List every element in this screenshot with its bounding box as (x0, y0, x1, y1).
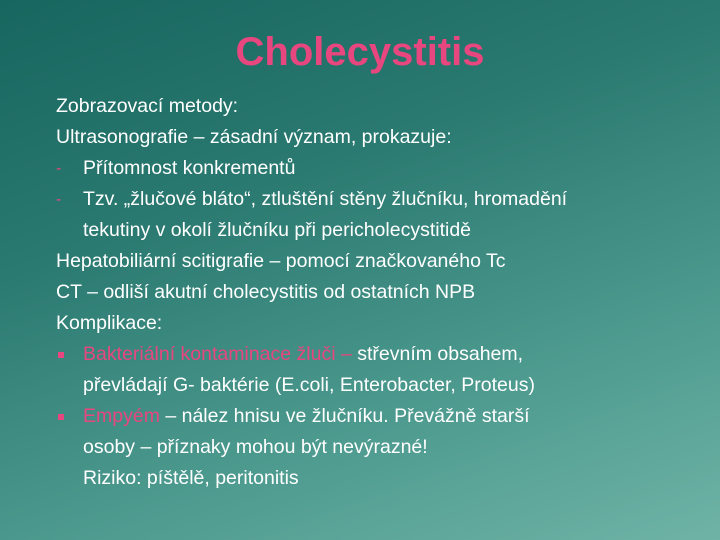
complication-risk: Riziko: píštělě, peritonitis (83, 467, 299, 489)
methods-heading: Zobrazovací metody: (56, 95, 239, 117)
usg-term: Ultrasonografie (56, 126, 189, 148)
square-bullet-icon (58, 414, 64, 420)
complications-heading: Komplikace: (56, 312, 163, 334)
hida-line (56, 246, 706, 277)
complication-rest: – nález hnisu ve žlučníku. Převážně starší (159, 405, 530, 427)
usg-rest: – zásadní význam, prokazuje: (188, 126, 452, 148)
complication-text-continued: osoby – příznaky mohou být nevýrazné! (83, 436, 428, 458)
complication-text-continued: převládají G- baktérie (E.coli, Enterobacter, Proteus) (83, 374, 535, 396)
ct-line (56, 277, 706, 308)
complication-rest: střevním obsahem, (351, 343, 524, 365)
complication-term: Empyém (83, 405, 160, 427)
hida-rest: – pomocí značkovaného Tc (264, 250, 506, 272)
square-bullet-icon (58, 352, 64, 358)
complication-item (56, 339, 706, 401)
ct-rest: – odliší akutní cholecystitis od ostatních NPB (81, 281, 476, 303)
complication-term: Bakteriální kontaminace žluči – (83, 343, 352, 365)
bullet-text-continued: tekutiny v okolí žlučníku při pericholecystitidě (83, 219, 472, 241)
bullet-item (56, 153, 706, 184)
bullet-text: Přítomnost konkrementů (83, 157, 296, 179)
hida-term: Hepatobiliární scitigrafie (56, 250, 265, 272)
ct-term: CT (56, 281, 82, 303)
complication-item (56, 401, 706, 494)
dash-bullet-icon: - (56, 160, 62, 177)
bullet-text: Tzv. „žlučové bláto“, ztluštění stěny žlučníku, hromadění (83, 188, 568, 210)
bullet-item (56, 184, 706, 246)
slide-body (56, 91, 706, 494)
dash-bullet-icon: - (56, 191, 62, 208)
slide-title: Cholecystitis (235, 30, 485, 74)
usg-line (56, 122, 706, 153)
